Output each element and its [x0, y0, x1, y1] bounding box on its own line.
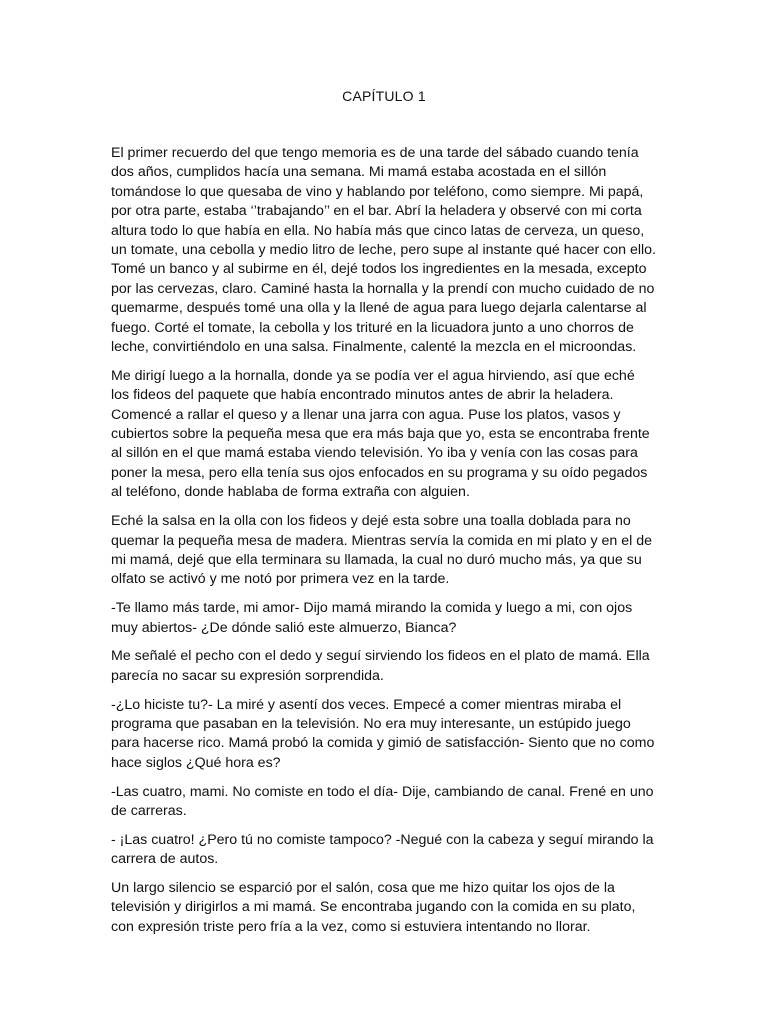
paragraph: Me señalé el pecho con el dedo y seguí sirviendo los fideos en el plato de mamá. Ella parecía no sacar su expresión sorprendida. — [111, 648, 650, 684]
chapter-title: CAPÍTULO 1 — [342, 88, 426, 104]
paragraph: -Te llamo más tarde, mi amor- Dijo mamá mirando la comida y luego a mi, con ojos muy abiertos- ¿De dónde salió este almuerzo, Bianca? — [111, 600, 633, 636]
paragraph: -¿Lo hiciste tu?- La miré y asentí dos veces. Empecé a comer mientras miraba el programa que pasaban en la televisión. No era muy interesante, un estúpido juego para hacerse rico. Mamá probó la comida y gimió de satisfacción- Siento que no como hace siglos ¿Qué hora es? — [111, 696, 655, 771]
paragraph: - ¡Las cuatro! ¿Pero tú no comiste tampoco? -Negué con la cabeza y seguí mirando la carrera de autos. — [111, 831, 654, 868]
document-body — [111, 144, 656, 937]
paragraph: Eché la salsa en la olla con los fideos y dejé esta sobre una toalla doblada para no quemar la pequeña mesa de madera. Mientras servía la comida en mi plato y en el de mi mamá, dejé que ella terminara su llamada, la cual no duró mucho más, ya que su olfato se activó y me notó por primera vez en la tarde. — [111, 513, 652, 588]
paragraph: -Las cuatro, mami. No comiste en todo el día- Dije, cambiando de canal. Frené en uno de carreras. — [111, 783, 654, 819]
paragraph: Me dirigí luego a la hornalla, donde ya se podía ver el agua hirviendo, así que eché los fideos del paquete que había encontrado minutos antes de abrir la heladera. Comencé a rallar el queso y a llenar una jarra con agua. Puse los platos, vasos y cubiertos sobre la pequeña mesa que era más baja que yo, esta se encontraba frente al sillón en el que mamá estaba viendo televisión. Yo iba y venía con las cosas para poner la mesa, pero ella tenía sus ojos enfocados en su programa y su oído pegados al teléfono, donde hablaba de forma extraña con alguien. — [111, 367, 650, 501]
paragraph: Un largo silencio se esparció por el salón, cosa que me hizo quitar los ojos de la televisión y dirigirlos a mi mamá. Se encontraba jugando con la comida en su plato, con expresión triste pero fría a la vez, como si estuviera intentando no llorar. — [111, 879, 636, 935]
paragraph: El primer recuerdo del que tengo memoria es de una tarde del sábado cuando tenía dos años, cumplidos hacía una semana. Mi mamá estaba acostada en el sillón tomándose lo que quesaba de vino y hablando por teléfono, como siempre. Mi papá, por otra parte, estaba ‘’trabajando’’ en el bar. Abrí la heladera y observé con mi corta altura todo lo que había en ella. No había más que cinco latas de cerveza, un queso, un tomate, una cebolla y medio litro de leche, pero supe al instante qué hacer con ello. Tomé un banco y al subirme en él, dejé todos los ingredientes en la mesada, excepto por las cervezas, claro. Caminé hasta la hornalla y la prendí con mucho cuidado de no quemarme, después tomé una olla y la llené de agua para luego dejarla calentarse al fuego. Corté el tomate, la cebolla y los trituré en la licuadora junto a uno chorros de leche, convirtiéndolo en una salsa. Finalmente, calenté la mezcla en el microondas. — [111, 145, 656, 356]
